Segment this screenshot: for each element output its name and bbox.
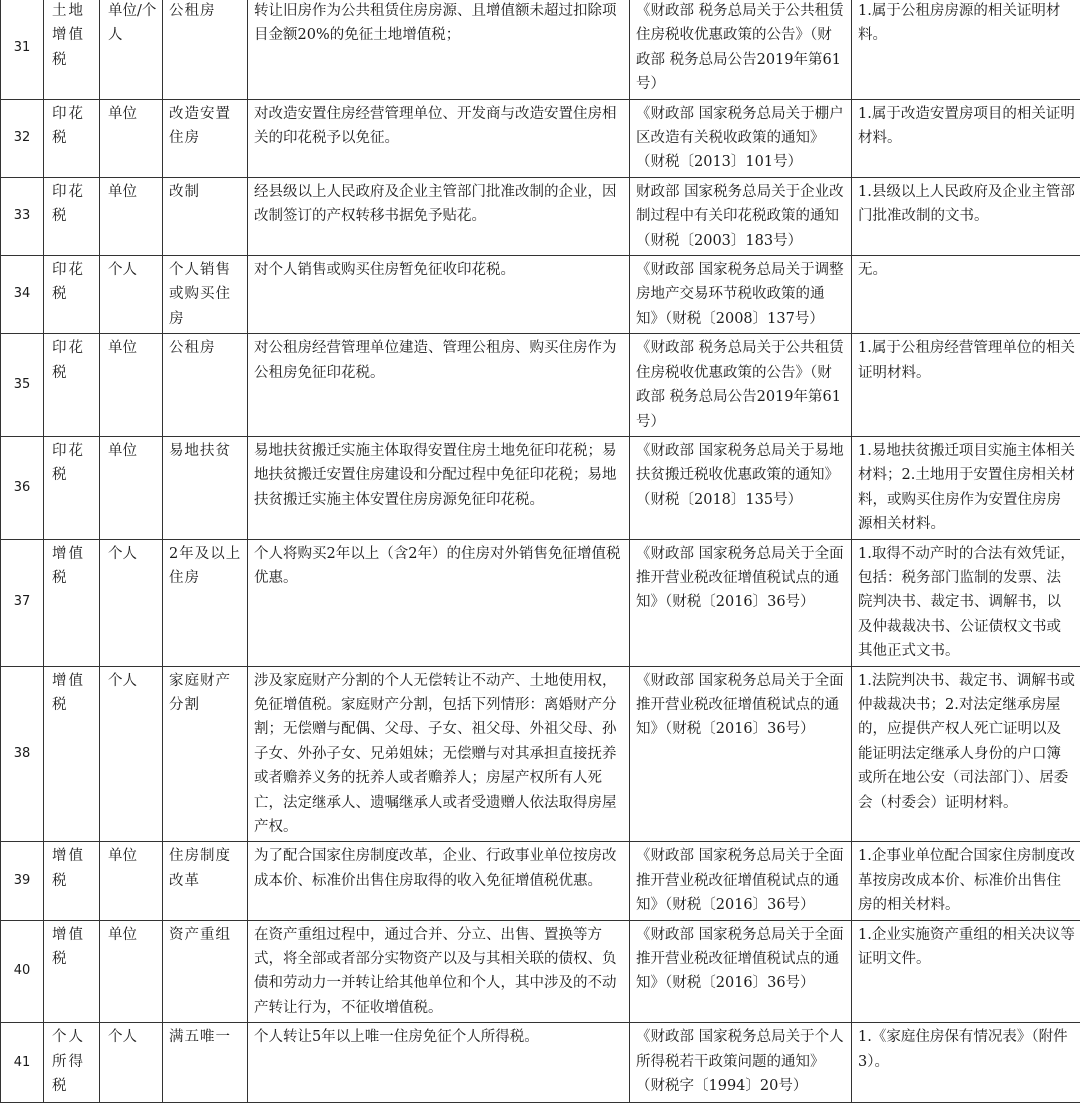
policy-object: 家庭财产分割: [163, 666, 248, 842]
tax-type: 印花税: [44, 177, 100, 255]
row-number: 34: [1, 256, 44, 334]
tax-type: 印花税: [44, 334, 100, 437]
table-row: [1, 177, 1080, 255]
table-body: [1, 0, 1080, 1103]
policy-object: 满五唯一: [163, 1023, 248, 1103]
table-row: [1, 920, 1080, 1023]
required-materials: 无。: [852, 256, 1080, 334]
required-materials: 1.企事业单位配合国家住房制度改革按房改成本价、标准价出售住房的相关材料。: [852, 842, 1080, 920]
policy-basis: 《财政部 税务总局关于公共租赁住房税收优惠政策的公告》（财政部 税务总局公告2019年第61号）: [630, 334, 852, 437]
table-row: [1, 666, 1080, 842]
preferential-content: 在资产重组过程中，通过合并、分立、出售、置换等方式，将全部或者部分实物资产以及与其相关联的债权、负债和劳动力一并转让给其他单位和个人，其中涉及的不动产转让行为，不征收增值税。: [248, 920, 630, 1023]
taxpayer-type: 单位: [100, 920, 163, 1023]
policy-object: 公租房: [163, 0, 248, 99]
policy-basis: 《财政部 国家税务总局关于全面推开营业税改征增值税试点的通知》（财税〔2016〕36号）: [630, 920, 852, 1023]
preferential-content: 涉及家庭财产分割的个人无偿转让不动产、土地使用权，免征增值税。家庭财产分割，包括下列情形：离婚财产分割；无偿赠与配偶、父母、子女、祖父母、外祖父母、孙子女、外孙子女、兄弟姐妹；无偿赠与对其承担直接抚养或者赡养义务的抚养人或者赡养人；房屋产权所有人死亡，法定继承人、遗嘱继承人或者受遗赠人依法取得房屋产权。: [248, 666, 630, 842]
tax-type: 增值税: [44, 666, 100, 842]
row-number: 41: [1, 1023, 44, 1103]
tax-type: 个人所得税: [44, 1023, 100, 1103]
row-number: 38: [1, 666, 44, 842]
policy-object: 住房制度改革: [163, 842, 248, 920]
policy-object: 易地扶贫: [163, 436, 248, 539]
table-row: [1, 99, 1080, 177]
policy-basis: 《财政部 国家税务总局关于全面推开营业税改征增值税试点的通知》（财税〔2016〕36号）: [630, 666, 852, 842]
row-number: 39: [1, 842, 44, 920]
tax-type: 增值税: [44, 920, 100, 1023]
preferential-content: 对个人销售或购买住房暂免征收印花税。: [248, 256, 630, 334]
required-materials: 1.易地扶贫搬迁项目实施主体相关材料；2.土地用于安置住房相关材料，或购买住房作为安置住房房源相关材料。: [852, 436, 1080, 539]
policy-object: 个人销售或购买住房: [163, 256, 248, 334]
taxpayer-type: 个人: [100, 256, 163, 334]
tax-type: 增值税: [44, 842, 100, 920]
preferential-content: 对公租房经营管理单位建造、管理公租房、购买住房作为公租房免征印花税。: [248, 334, 630, 437]
policy-object: 资产重组: [163, 920, 248, 1023]
table-row: [1, 539, 1080, 666]
preferential-content: 对改造安置住房经营管理单位、开发商与改造安置住房相关的印花税予以免征。: [248, 99, 630, 177]
taxpayer-type: 单位: [100, 99, 163, 177]
taxpayer-type: 单位: [100, 842, 163, 920]
tax-type: 土地增值税: [44, 0, 100, 99]
taxpayer-type: 单位: [100, 436, 163, 539]
policy-basis: 《财政部 国家税务总局关于全面推开营业税改征增值税试点的通知》（财税〔2016〕36号）: [630, 842, 852, 920]
row-number: 36: [1, 436, 44, 539]
policy-basis: 《财政部 国家税务总局关于棚户区改造有关税收政策的通知》（财税〔2013〕101号）: [630, 99, 852, 177]
tax-type: 印花税: [44, 256, 100, 334]
row-number: 40: [1, 920, 44, 1023]
taxpayer-type: 个人: [100, 666, 163, 842]
preferential-content: 为了配合国家住房制度改革，企业、行政事业单位按房改成本价、标准价出售住房取得的收入免征增值税优惠。: [248, 842, 630, 920]
policy-basis: 《财政部 国家税务总局关于易地扶贫搬迁税收优惠政策的通知》（财税〔2018〕135号）: [630, 436, 852, 539]
taxpayer-type: 个人: [100, 1023, 163, 1103]
policy-object: 2年及以上住房: [163, 539, 248, 666]
tax-type: 增值税: [44, 539, 100, 666]
tax-type: 印花税: [44, 99, 100, 177]
required-materials: 1.属于改造安置房项目的相关证明材料。: [852, 99, 1080, 177]
policy-basis: 《财政部 国家税务总局关于调整房地产交易环节税收政策的通知》（财税〔2008〕137号）: [630, 256, 852, 334]
row-number: 33: [1, 177, 44, 255]
table-row: [1, 256, 1080, 334]
required-materials: 1.属于公租房房源的相关证明材料。: [852, 0, 1080, 99]
row-number: 35: [1, 334, 44, 437]
policy-object: 改造安置住房: [163, 99, 248, 177]
table-row: [1, 0, 1080, 99]
policy-basis: 财政部 国家税务总局关于企业改制过程中有关印花税政策的通知（财税〔2003〕183号）: [630, 177, 852, 255]
policy-basis: 《财政部 国家税务总局关于个人所得税若干政策问题的通知》（财税字〔1994〕20号）: [630, 1023, 852, 1103]
required-materials: 1.取得不动产时的合法有效凭证，包括：税务部门监制的发票、法院判决书、裁定书、调解书，以及仲裁裁决书、公证债权文书或其他正式文书。: [852, 539, 1080, 666]
table-row: [1, 436, 1080, 539]
taxpayer-type: 个人: [100, 539, 163, 666]
required-materials: 1.法院判决书、裁定书、调解书或仲裁裁决书；2.对法定继承房屋的，应提供产权人死亡证明以及能证明法定继承人身份的户口簿或所在地公安（司法部门）、居委会（村委会）证明材料。: [852, 666, 1080, 842]
taxpayer-type: 单位/个人: [100, 0, 163, 99]
table-row: [1, 842, 1080, 920]
preferential-content: 个人将购买2年以上（含2年）的住房对外销售免征增值税优惠。: [248, 539, 630, 666]
tax-type: 印花税: [44, 436, 100, 539]
table-row: [1, 1023, 1080, 1103]
row-number: 31: [1, 0, 44, 99]
required-materials: 1.属于公租房经营管理单位的相关证明材料。: [852, 334, 1080, 437]
policy-basis: 《财政部 国家税务总局关于全面推开营业税改征增值税试点的通知》（财税〔2016〕36号）: [630, 539, 852, 666]
preferential-content: 易地扶贫搬迁实施主体取得安置住房土地免征印花税；易地扶贫搬迁安置住房建设和分配过程中免征印花税；易地扶贫搬迁实施主体安置住房房源免征印花税。: [248, 436, 630, 539]
row-number: 32: [1, 99, 44, 177]
policy-basis: 《财政部 税务总局关于公共租赁住房税收优惠政策的公告》（财政部 税务总局公告2019年第61号）: [630, 0, 852, 99]
table-row: [1, 334, 1080, 437]
row-number: 37: [1, 539, 44, 666]
required-materials: 1.县级以上人民政府及企业主管部门批准改制的文书。: [852, 177, 1080, 255]
preferential-content: 转让旧房作为公共租赁住房房源、且增值额未超过扣除项目金额20%的免征土地增值税；: [248, 0, 630, 99]
preferential-content: 经县级以上人民政府及企业主管部门批准改制的企业，因改制签订的产权转移书据免予贴花。: [248, 177, 630, 255]
policy-object: 改制: [163, 177, 248, 255]
policy-object: 公租房: [163, 334, 248, 437]
taxpayer-type: 单位: [100, 177, 163, 255]
taxpayer-type: 单位: [100, 334, 163, 437]
required-materials: 1.《家庭住房保有情况表》（附件3）。: [852, 1023, 1080, 1103]
required-materials: 1.企业实施资产重组的相关决议等证明文件。: [852, 920, 1080, 1023]
preferential-content: 个人转让5年以上唯一住房免征个人所得税。: [248, 1023, 630, 1103]
